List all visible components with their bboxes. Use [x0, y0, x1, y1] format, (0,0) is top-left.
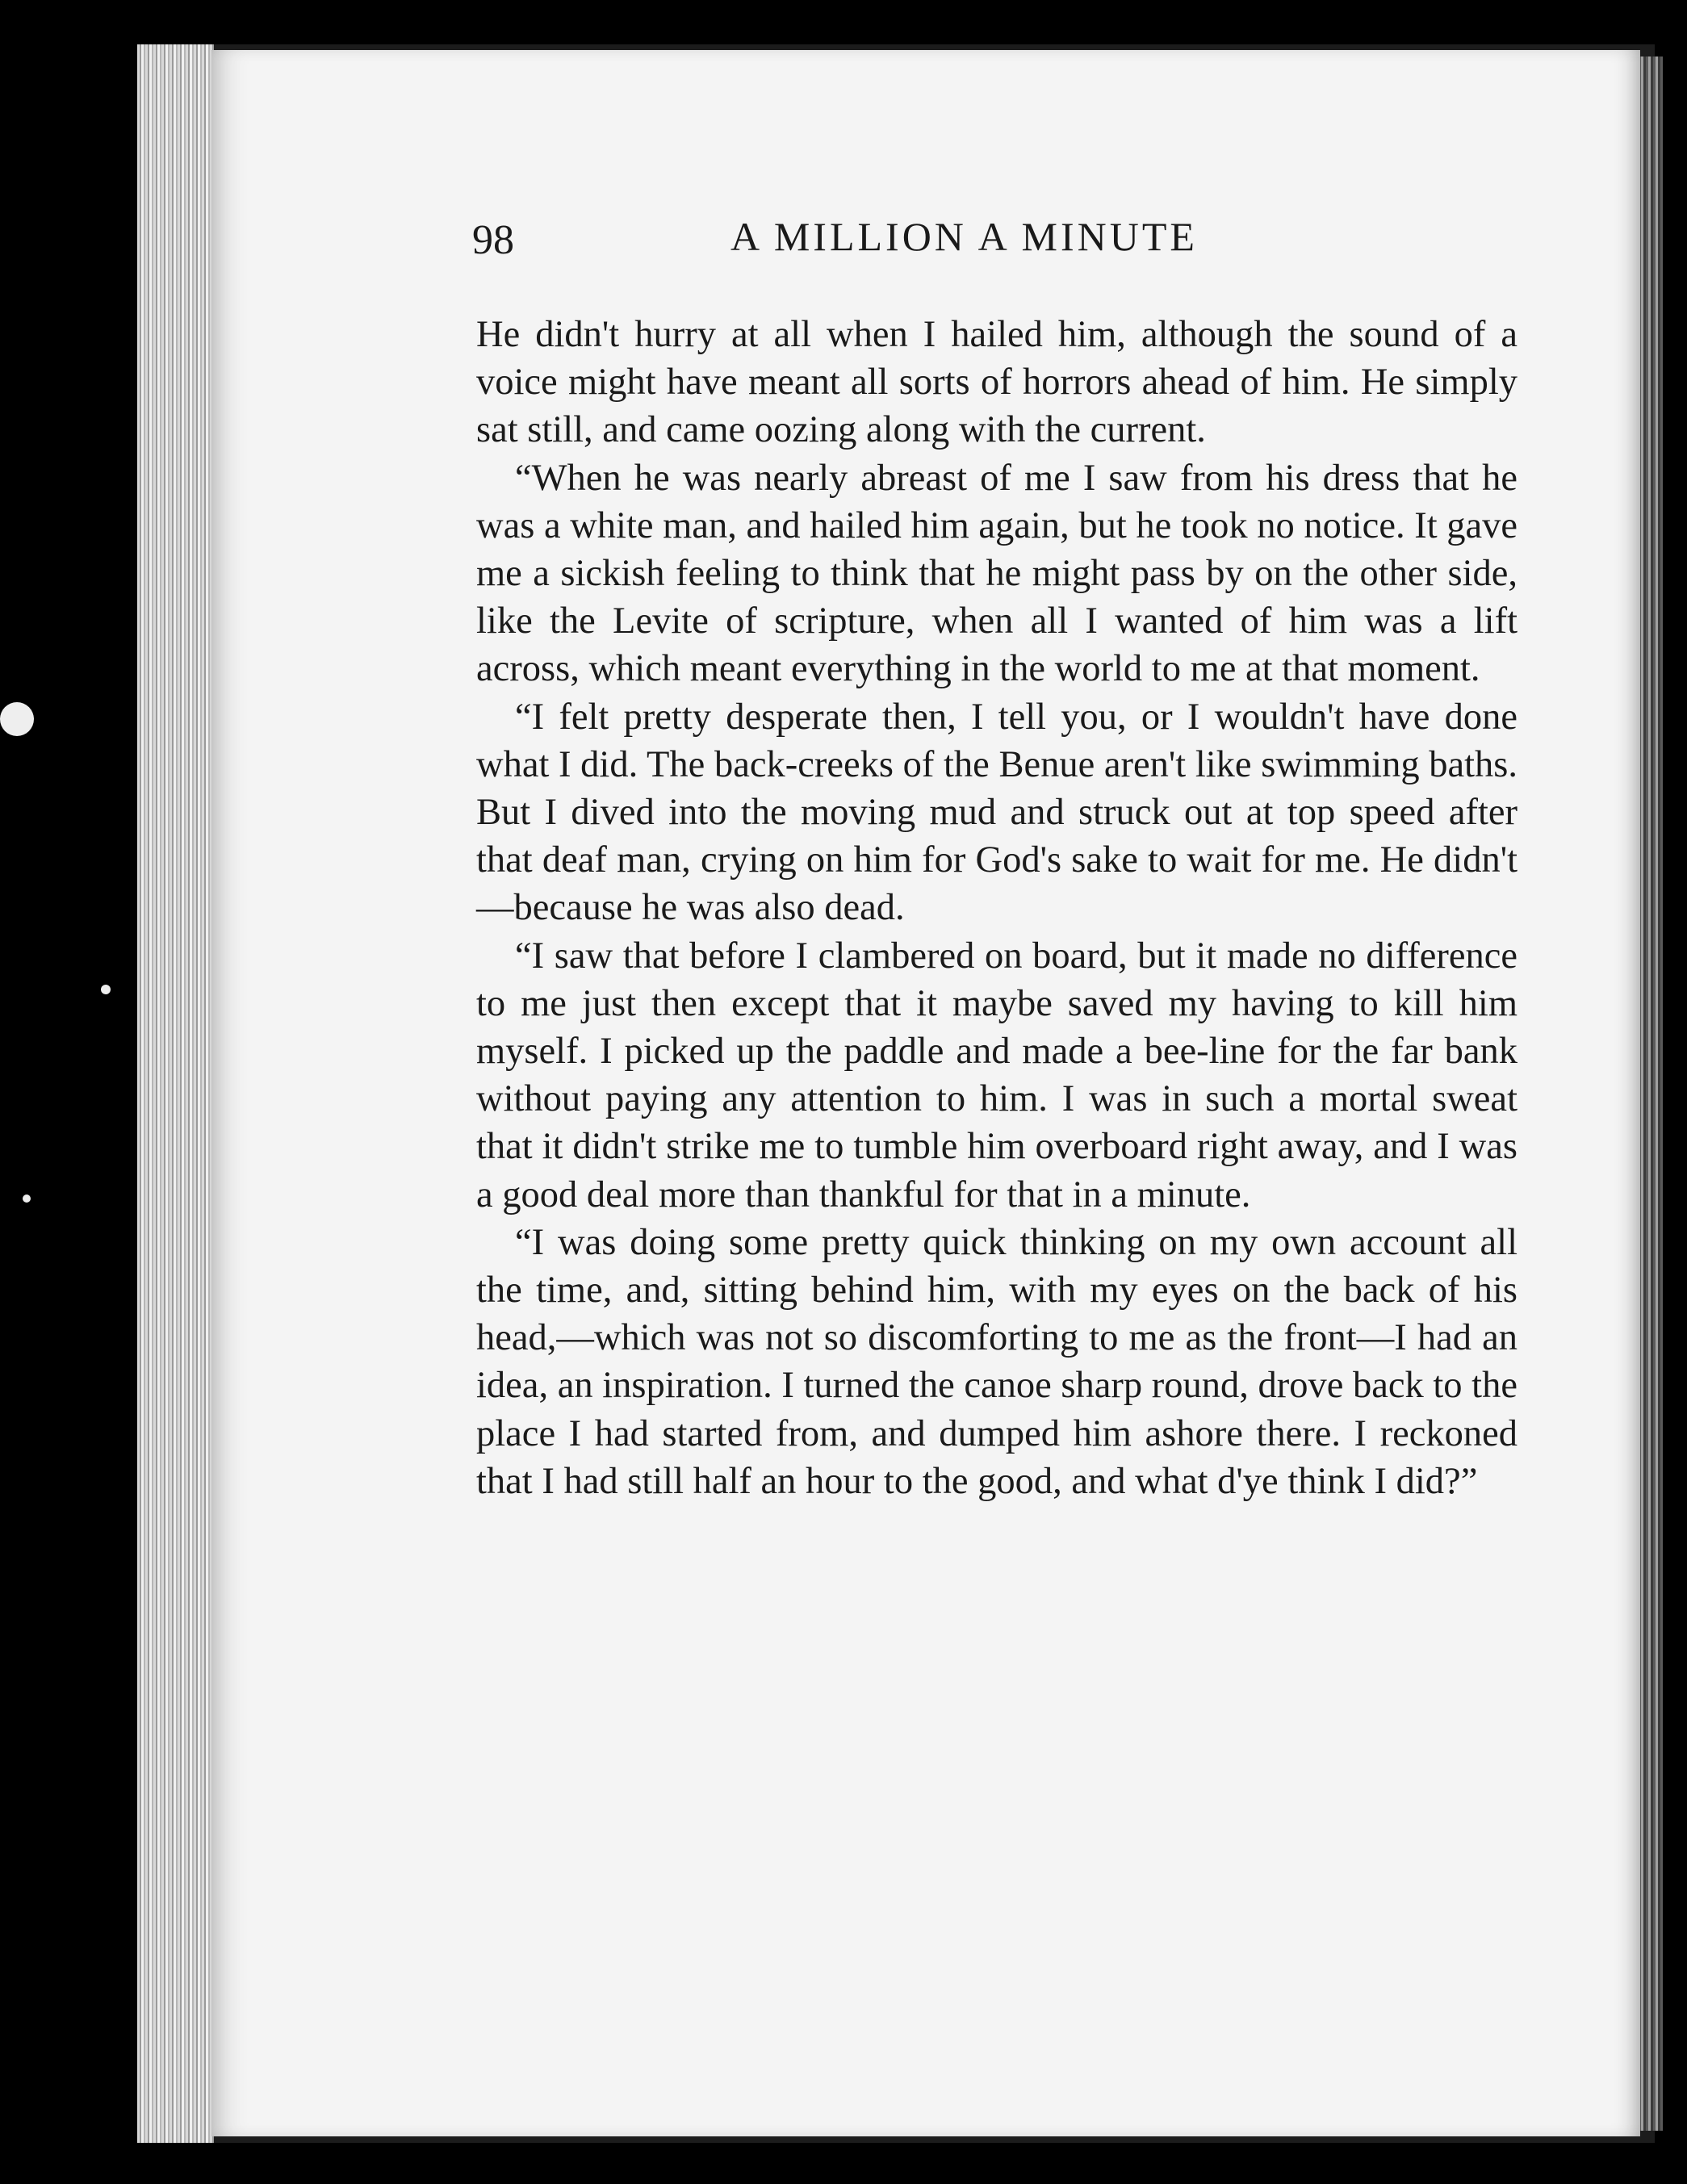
- paragraph: He didn't hurry at all when I hailed him, although the sound of a voice might have meant all sorts of horrors ahead of him. He simply sat still, and came oozing along with the current.: [476, 314, 1517, 451]
- paragraph: “I saw that before I clambered on board, but it made no difference to me just then except that it maybe saved my having to kill him myself. I picked up the paddle and made a bee-line for the far bank without paying any attention to him. I was in such a mortal sweat that it didn't strike me to tumble him overboard right away, and I was a good deal more than thankful for that in a minute.: [476, 935, 1517, 1215]
- scan-speck: [101, 985, 111, 994]
- page-edges-right: [1639, 56, 1663, 2131]
- scan-speck: [23, 1195, 31, 1203]
- scan-speck: [0, 702, 34, 736]
- page-number: 98: [472, 217, 514, 263]
- body-text: [476, 311, 1517, 1505]
- running-title: A MILLION A MINUTE: [730, 214, 1198, 259]
- page-edges-left: [137, 44, 214, 2143]
- paragraph: “I was doing some pretty quick thinking on my own account all the time, and, sitting behind him, with my eyes on the back of his head,—which was not so discomforting to me as the front—I had an idea, an inspiration. I turned the canoe sharp round, drove back to the place I had started from, and dumped him ashore there. I reckoned that I had still half an hour to the good, and what d'ye think I did?”: [476, 1221, 1517, 1502]
- running-head: [472, 216, 1279, 273]
- paragraph: “When he was nearly abreast of me I saw from his dress that he was a white man, and hailed him again, but he took no notice. It gave me a sickish feeling to think that he might pass by on the other side, like the Levite of scripture, when all I wanted of him was a lift across, which meant everything in the world to me at that moment.: [476, 457, 1518, 690]
- paragraph: “I felt pretty desperate then, I tell you, or I wouldn't have done what I did. The back-creeks of the Benue aren't like swimming baths. But I dived into the moving mud and struck out at top speed after that deaf man, crying on him for God's sake to wait for me. He didn't—because he was also dead.: [476, 696, 1517, 929]
